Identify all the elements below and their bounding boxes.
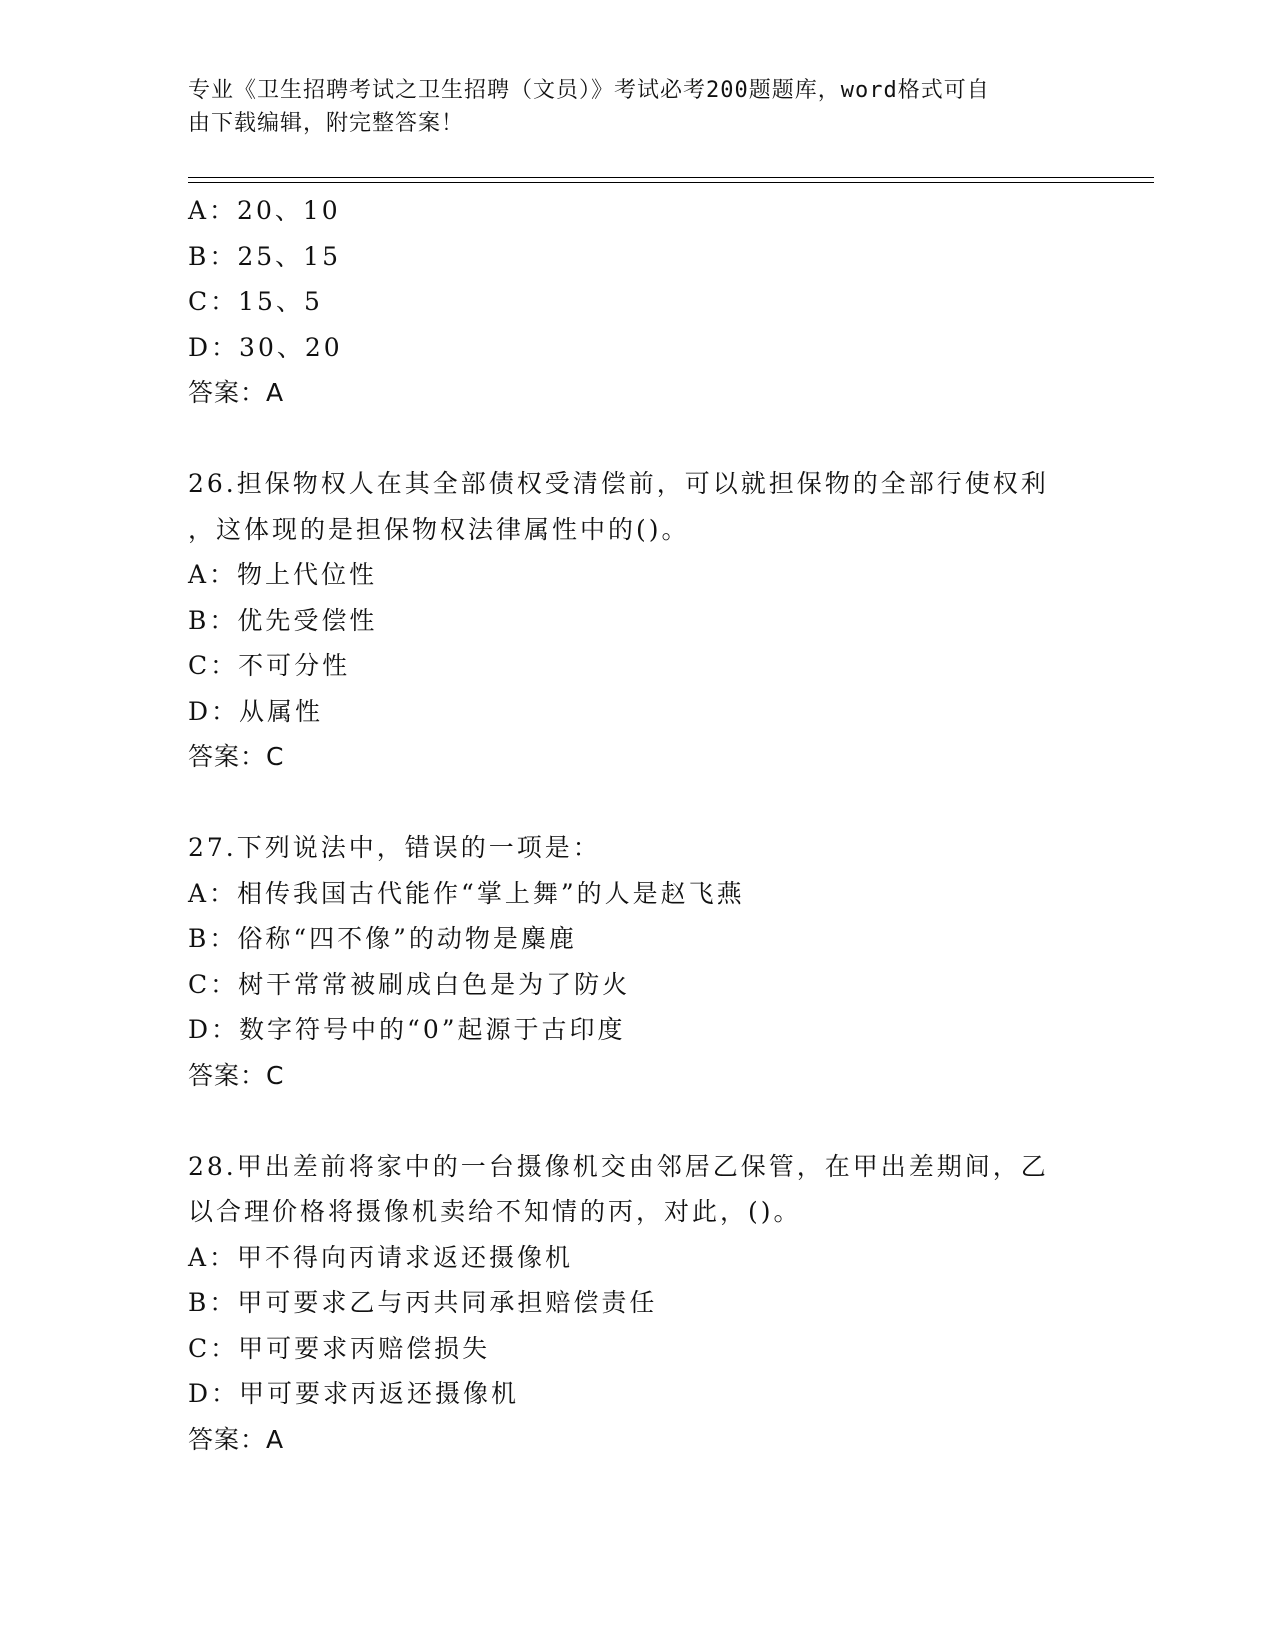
answer-line: 答案：A: [188, 378, 285, 407]
header-line-2: 由下载编辑，附完整答案！: [188, 111, 465, 136]
answer-line: 答案：C: [188, 1060, 285, 1090]
question-block-28: [188, 1144, 1088, 1463]
option-c: C：不可分性: [188, 651, 351, 680]
option-c: C：甲可要求丙赔偿损失: [188, 1333, 491, 1363]
option-d: D：甲可要求丙返还摄像机: [188, 1379, 520, 1408]
option-a: A：甲不得向丙请求返还摄像机: [188, 1242, 574, 1272]
question-list: [188, 188, 1088, 1462]
question-stem-line: 28.甲出差前将家中的一台摄像机交由邻居乙保管，在甲出差期间，乙: [188, 1151, 1049, 1181]
question-stem-line: 27.下列说法中，错误的一项是：: [188, 833, 601, 862]
option-a: A：物上代位性: [188, 560, 378, 589]
option-d: D：30、20: [188, 332, 343, 362]
question-stem-line: 26.担保物权人在其全部债权受清偿前，可以就担保物的全部行使权利: [188, 469, 1049, 498]
option-a: A：相传我国古代能作“掌上舞”的人是赵飞燕: [188, 878, 745, 908]
question-block-26: [188, 461, 1088, 780]
answer-line: 答案：A: [188, 1424, 285, 1454]
header-rule-top: [188, 177, 1154, 178]
spacer: [188, 416, 1088, 462]
spacer: [188, 1098, 1088, 1144]
option-b: B：甲可要求乙与丙共同承担赔偿责任: [188, 1288, 658, 1317]
question-block-27: [188, 825, 1088, 1098]
question-block-prev: [188, 188, 1088, 416]
option-b: B：俗称“四不像”的动物是麋鹿: [188, 924, 577, 953]
option-d: D：数字符号中的“0”起源于古印度: [188, 1015, 626, 1044]
header-rule-bottom: [188, 182, 1154, 183]
answer-line: 答案：C: [188, 742, 285, 771]
spacer: [188, 780, 1088, 826]
option-d: D：从属性: [188, 696, 324, 726]
option-c: C：树干常常被刷成白色是为了防火: [188, 969, 631, 999]
option-a: A：20、10: [188, 196, 341, 225]
option-b: B：优先受偿性: [188, 605, 378, 635]
question-stem-line: 以合理价格将摄像机卖给不知情的丙，对此，()。: [188, 1197, 802, 1226]
question-stem-line: ，这体现的是担保物权法律属性中的()。: [188, 514, 690, 544]
option-b: B：25、15: [188, 241, 341, 271]
document-header: [188, 74, 1068, 140]
option-c: C：15、5: [188, 287, 323, 316]
header-line-1: 专业《卫生招聘考试之卫生招聘（文员）》考试必考200题题库，word格式可自: [188, 78, 990, 103]
